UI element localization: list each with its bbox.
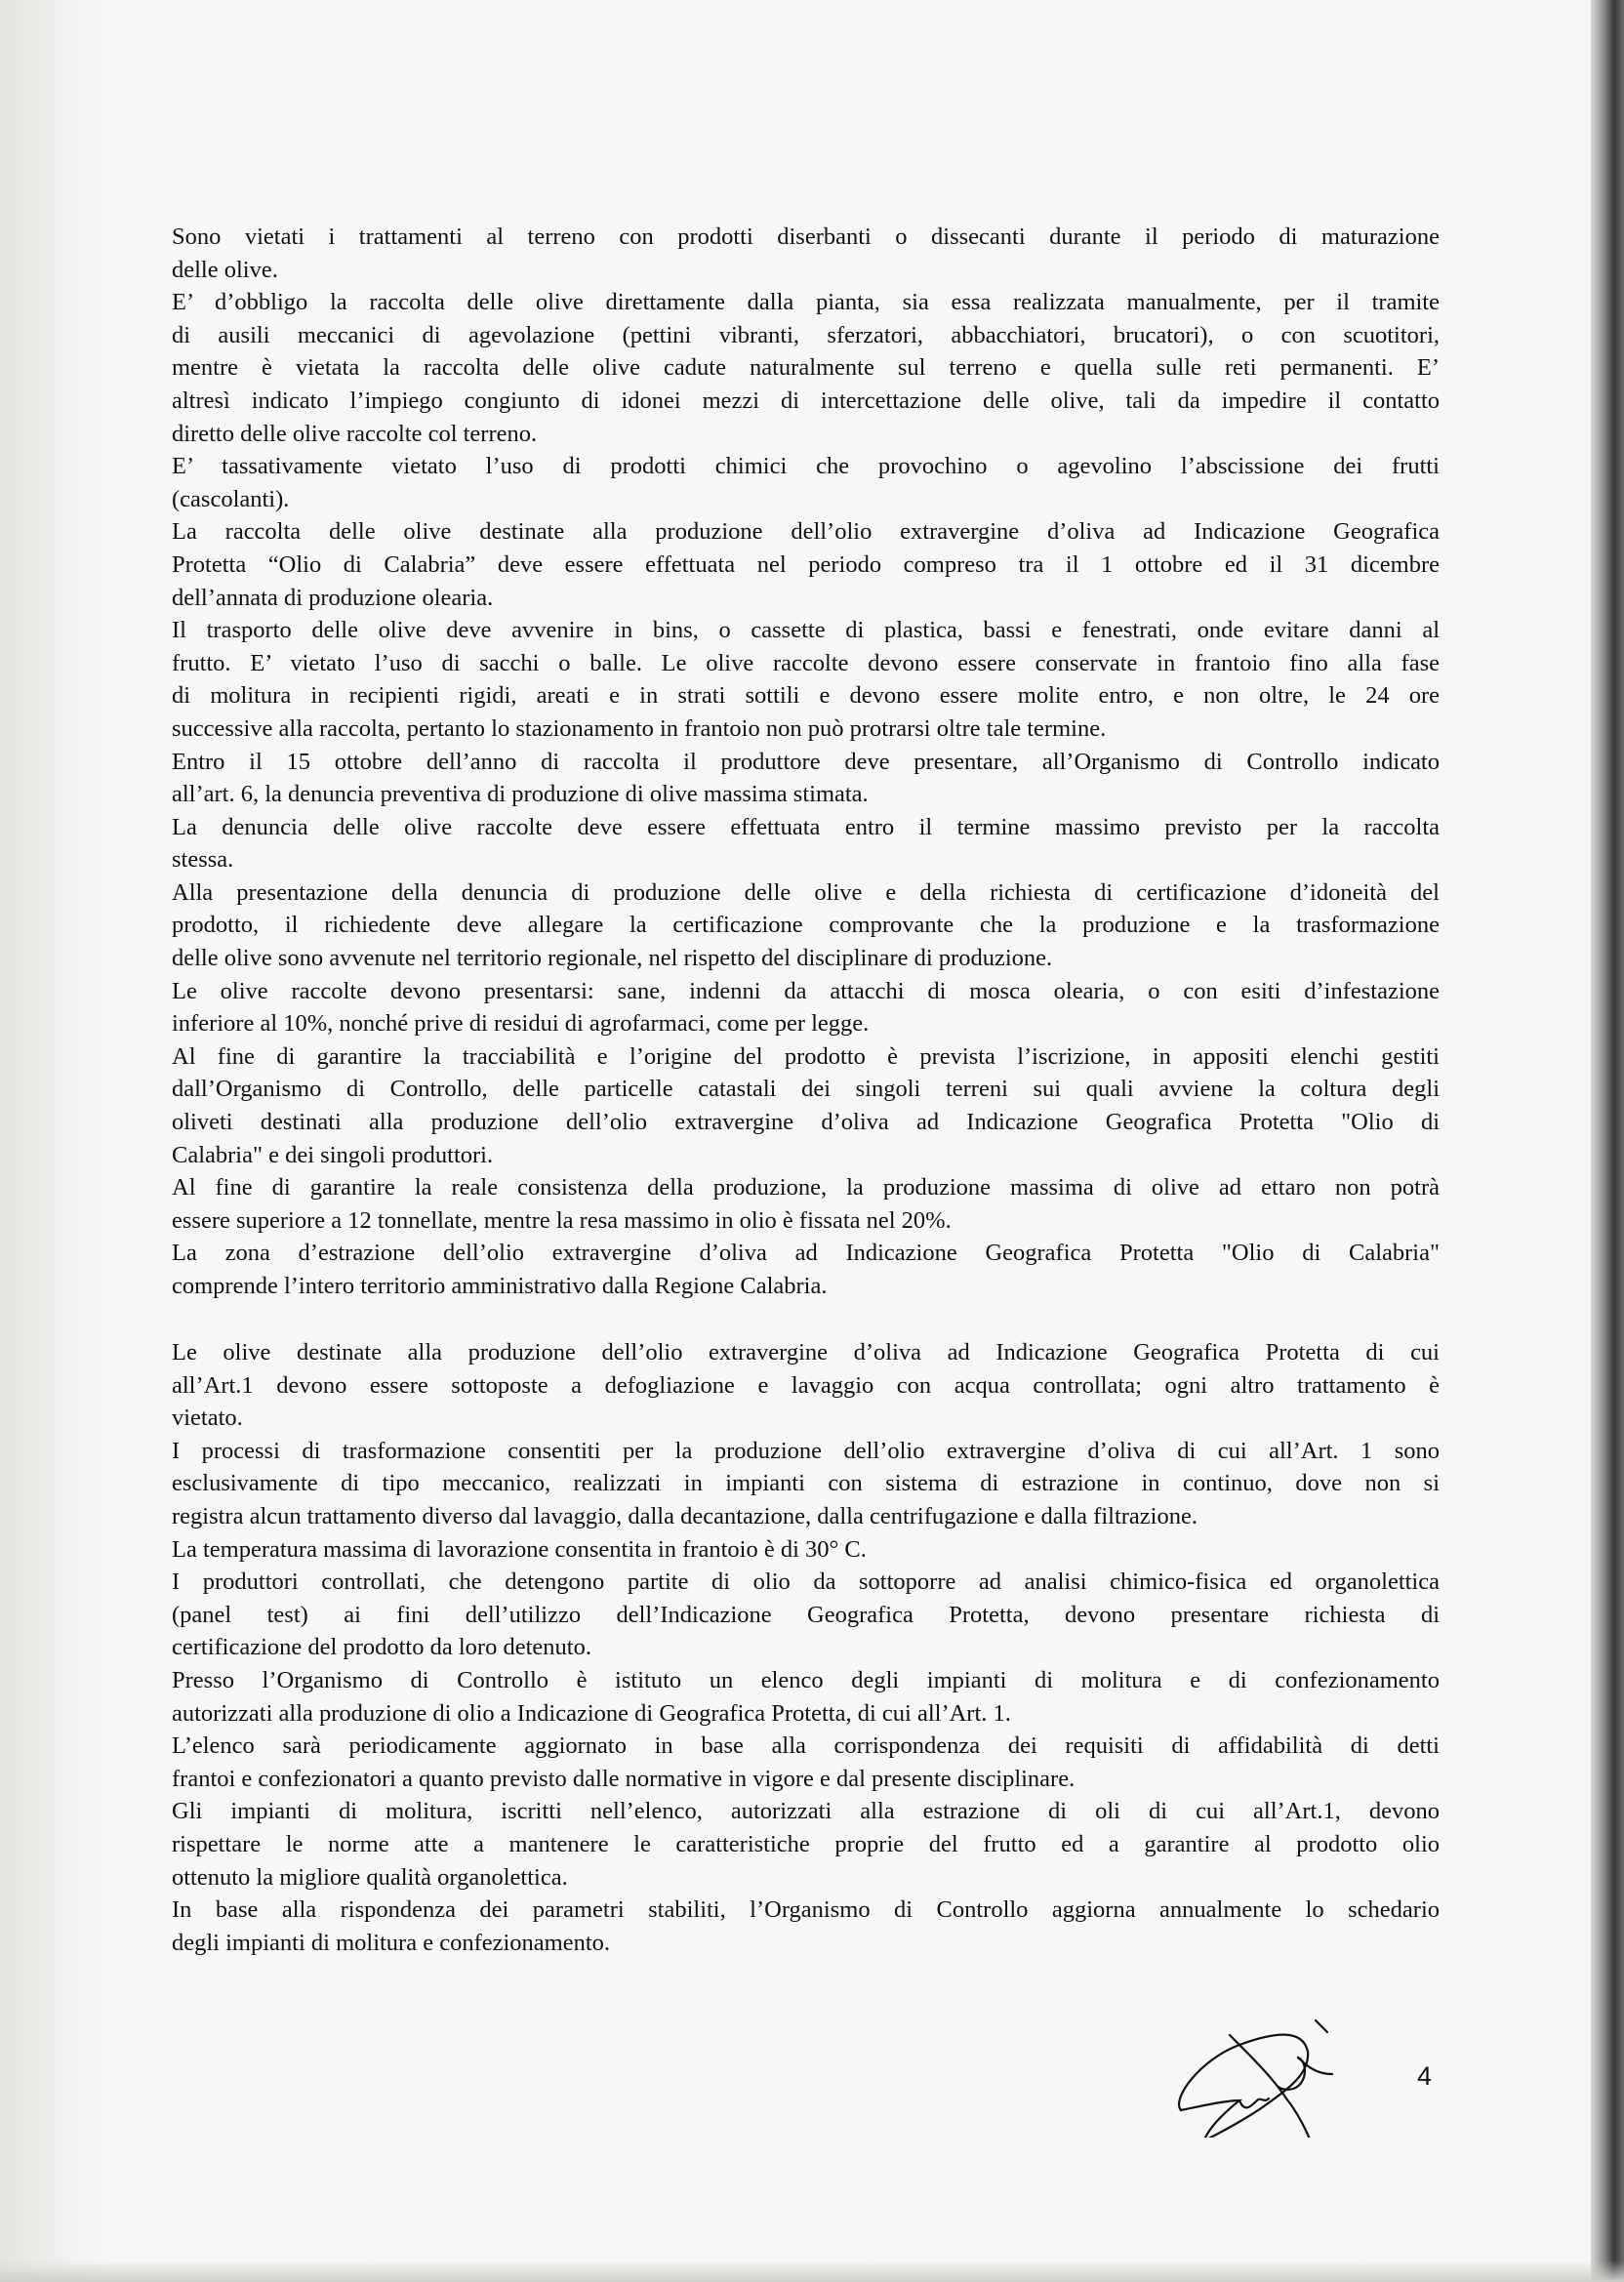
text-line: frutto. E’ vietato l’uso di sacchi o balle. Le olive raccolte devono essere conservate in frantoio fino alla fase [172, 649, 1440, 676]
text-line: (panel test) ai fini dell’utilizzo dell’Indicazione Geografica Protetta, devono presentare richiesta di [172, 1601, 1440, 1628]
text-line: Al fine di garantire la tracciabilità e l’origine del prodotto è prevista l’iscrizione, in appositi elenchi gestiti [172, 1042, 1440, 1070]
text-line: all’Art.1 devono essere sottoposte a defogliazione e lavaggio con acqua controllata; ogni altro trattamento è [172, 1371, 1440, 1399]
text-line: La temperatura massima di lavorazione consentita in frantoio è di 30° C. [172, 1535, 867, 1563]
paragraph [172, 1435, 1440, 1533]
text-line: frantoi e confezionatori a quanto previsto dalle normative in vigore e dal presente disciplinare. [172, 1765, 1076, 1792]
text-line: altresì indicato l’impiego congiunto di idonei mezzi di intercettazione delle olive, tali da impedire il contatto [172, 387, 1440, 414]
text-line: dell’annata di produzione olearia. [172, 584, 494, 611]
text-line: (cascolanti). [172, 485, 290, 512]
paragraph [172, 975, 1440, 1040]
text-line: comprende l’intero territorio amministrativo dalla Regione Calabria. [172, 1273, 828, 1299]
text-line: oliveti destinati alla produzione dell’olio extravergine d’oliva ad Indicazione Geografica Protetta "Olio di [172, 1109, 1440, 1136]
text-line: Calabria" e dei singoli produttori. [172, 1141, 494, 1168]
paragraph [172, 1795, 1440, 1894]
text-line: Alla presentazione della denuncia di produzione delle olive e della richiesta di certificazione d’idoneità del [172, 878, 1440, 906]
text-line: Il trasporto delle olive deve avvenire in bins, o cassette di plastica, bassi e fenestrati, onde evitare danni al [172, 617, 1440, 644]
text-line: La zona d’estrazione dell’olio extravergine d’oliva ad Indicazione Geografica Protetta "Olio di Calabria" [172, 1240, 1440, 1267]
paragraph [172, 1171, 1440, 1237]
signature [1171, 1991, 1386, 2138]
text-line: Entro il 15 ottobre dell’anno di raccolta il produttore deve presentare, all’Organismo di Controllo indicato [172, 748, 1440, 775]
text-line: I produttori controllati, che detengono partite di olio da sottoporre ad analisi chimico-fisica ed organolettica [172, 1569, 1440, 1596]
text-line: registra alcun trattamento diverso dal lavaggio, dalla decantazione, dalla centrifugazione e dalla filtrazione. [172, 1502, 1198, 1529]
text-line: In base alla rispondenza dei parametri stabiliti, l’Organismo di Controllo aggiorna annualmente lo schedario [172, 1896, 1440, 1924]
text-line: di ausili meccanici di agevolazione (pettini vibranti, sferzatori, abbacchiatori, brucatori), o con scuotitori, [172, 321, 1440, 348]
paragraph [172, 1730, 1440, 1795]
paragraph [172, 221, 1440, 286]
text-line: degli impianti di molitura e confezionamento. [172, 1929, 611, 1956]
paragraph [172, 1664, 1440, 1730]
text-line: autorizzati alla produzione di olio a Indicazione di Geografica Protetta, di cui all’Art. 1. [172, 1699, 1011, 1727]
paragraph [172, 1566, 1440, 1664]
text-line: all’art. 6, la denuncia preventiva di produzione di olive massima stimata. [172, 781, 869, 808]
text-line: vietato. [172, 1405, 243, 1432]
text-block-harvest [172, 221, 1440, 1303]
text-line: stessa. [172, 846, 234, 874]
text-line: Sono vietati i trattamenti al terreno con prodotti diserbanti o dissecanti durante il periodo di maturazione [172, 224, 1440, 250]
paragraph [172, 286, 1440, 450]
paragraph [172, 1533, 1440, 1567]
scan-edge-left [0, 0, 117, 2282]
paragraph [172, 811, 1440, 876]
text-line: E’ d’obbligo la raccolta delle olive direttamente dalla pianta, sia essa realizzata manualmente, per il tramite [172, 289, 1440, 316]
text-line: delle olive. [172, 256, 278, 283]
text-line: Gli impianti di molitura, iscritti nell’elenco, autorizzati alla estrazione di oli di cui all’Art.1, devono [172, 1798, 1440, 1825]
paragraph [172, 515, 1440, 614]
text-line: L’elenco sarà periodicamente aggiornato in base alla corrispondenza dei requisiti di affidabilità di detti [172, 1732, 1440, 1760]
text-line: I processi di trasformazione consentiti per la produzione dell’olio extravergine d’oliva di cui all’Art. 1 sono [172, 1437, 1440, 1464]
text-line: Presso l’Organismo di Controllo è istituto un elenco degli impianti di molitura e di confezionamento [172, 1666, 1440, 1693]
text-line: mentre è vietata la raccolta delle olive cadute naturalmente sul terreno e quella sulle reti permanenti. E’ [172, 354, 1440, 382]
page-number: 4 [1417, 2061, 1433, 2091]
text-line: rispettare le norme atte a mantenere le caratteristiche proprie del frutto ed a garantire al prodotto olio [172, 1830, 1440, 1857]
text-line: ottenuto la migliore qualità organolettica. [172, 1863, 568, 1891]
text-line: La raccolta delle olive destinate alla produzione dell’olio extravergine d’oliva ad Indicazione Geografica [172, 518, 1440, 546]
text-line: successive alla raccolta, pertanto lo stazionamento in frantoio non può protrarsi oltre tale termine. [172, 714, 1107, 742]
text-line: essere superiore a 12 tonnellate, mentre la resa massimo in olio è fissata nel 20%. [172, 1206, 952, 1234]
scan-edge-right [1591, 0, 1624, 2282]
paragraph [172, 614, 1440, 745]
text-block-processing [172, 1336, 1440, 1959]
paragraph [172, 1040, 1440, 1171]
text-line: Al fine di garantire la reale consistenza della produzione, la produzione massima di olive ad ettaro non potrà [172, 1174, 1440, 1202]
text-line: Le olive raccolte devono presentarsi: sane, indenni da attacchi di mosca olearia, o con esiti d’infestazione [172, 977, 1440, 1004]
paragraph [172, 1336, 1440, 1435]
text-line: Le olive destinate alla produzione dell’olio extravergine d’oliva ad Indicazione Geografica Protetta di cui [172, 1339, 1440, 1365]
text-line: certificazione del prodotto da loro detenuto. [172, 1634, 591, 1661]
text-line: La denuncia delle olive raccolte deve essere effettuata entro il termine massimo previsto per la raccolta [172, 813, 1440, 840]
text-line: Protetta “Olio di Calabria” deve essere effettuata nel periodo compreso tra il 1 ottobre ed il 31 dicembre [172, 550, 1440, 578]
text-line: delle olive sono avvenute nel territorio regionale, nel rispetto del disciplinare di produzione. [172, 945, 1053, 972]
paragraph [172, 1894, 1440, 1959]
text-line: inferiore al 10%, nonché prive di residui di agrofarmaci, come per legge. [172, 1010, 870, 1038]
paragraph [172, 876, 1440, 975]
paragraph [172, 1237, 1440, 1302]
paragraph [172, 450, 1440, 515]
text-line: prodotto, il richiedente deve allegare la certificazione comprovante che la produzione e la trasformazione [172, 912, 1440, 939]
paragraph [172, 746, 1440, 811]
text-line: di molitura in recipienti rigidi, areati e in strati sottili e devono essere molite entro, e non oltre, le 24 ore [172, 682, 1440, 710]
text-line: E’ tassativamente vietato l’uso di prodotti chimici che provochino o agevolino l’abscissione dei frutti [172, 453, 1440, 480]
text-line: dall’Organismo di Controllo, delle particelle catastali dei singoli terreni sui quali avviene la coltura degli [172, 1076, 1440, 1103]
text-line: diretto delle olive raccolte col terreno. [172, 420, 538, 447]
text-line: esclusivamente di tipo meccanico, realizzati in impianti con sistema di estrazione in continuo, dove non si [172, 1470, 1440, 1497]
scan-edge-bottom [0, 2261, 1624, 2282]
